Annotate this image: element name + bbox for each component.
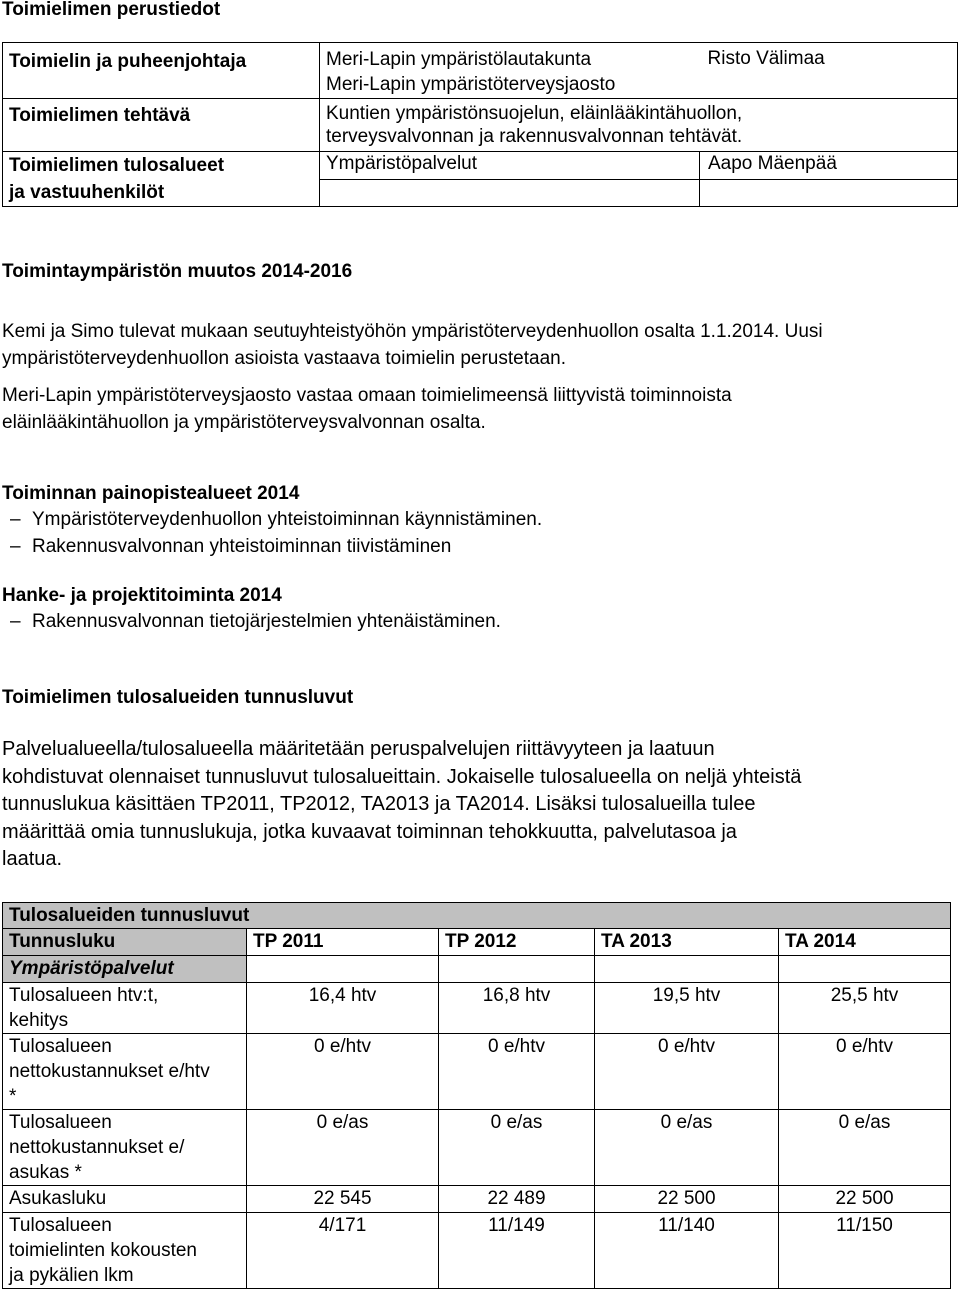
empty-cell xyxy=(320,180,700,207)
kpi-value: 0 e/as xyxy=(247,1110,439,1186)
value-responsible-person: Aapo Mäenpää xyxy=(700,152,958,180)
kpi-value: 0 e/htv xyxy=(247,1034,439,1110)
kpi-table xyxy=(2,902,951,1289)
section-title-kpi: Toimielimen tulosalueiden tunnusluvut xyxy=(2,687,354,708)
kpi-header-cell: Tunnusluku xyxy=(3,929,247,956)
basic-info-table xyxy=(2,42,958,207)
kpi-header-cell: TP 2011 xyxy=(247,929,439,956)
kpi-value: 0 e/as xyxy=(779,1110,951,1186)
kpi-value: 16,8 htv xyxy=(439,983,595,1034)
label-result-areas: Toimielimen tulosalueet ja vastuuhenkilöt xyxy=(3,152,320,207)
section-title-projects: Hanke- ja projektitoiminta 2014 xyxy=(2,585,282,606)
kpi-value: 22 545 xyxy=(247,1186,439,1213)
kpi-header-cell: TA 2014 xyxy=(779,929,951,956)
section-title-environment-change: Toimintaympäristön muutos 2014-2016 xyxy=(2,261,353,282)
kpi-row-label: Tulosalueen nettokustannukset e/ asukas * xyxy=(3,1110,247,1186)
project-item: – Rakennusvalvonnan tietojärjestelmien yhtenäistäminen. xyxy=(10,608,501,635)
kpi-value: 25,5 htv xyxy=(779,983,951,1034)
kpi-group-label: Ympäristöpalvelut xyxy=(3,956,247,983)
empty-cell xyxy=(439,956,595,983)
dash-bullet-icon: – xyxy=(10,536,21,557)
table-row xyxy=(3,1186,951,1213)
table-row xyxy=(3,1034,951,1110)
paragraph-change-2: Meri-Lapin ympäristöterveysjaosto vastaa omaan toimielimeensä liittyvistä toiminnoista eläinlääkintähuollon ja ympäristöterveysvalvonnan osalta. xyxy=(2,385,732,433)
kpi-header-cell: TA 2013 xyxy=(595,929,779,956)
value-task: Kuntien ympäristönsuojelun, eläinlääkintähuollon, terveysvalvonnan ja rakennusvalvonnan tehtävät. xyxy=(320,99,958,152)
kpi-header-cell: TP 2012 xyxy=(439,929,595,956)
section-title-focus-areas: Toiminnan painopistealueet 2014 xyxy=(2,483,300,504)
kpi-row-label: Tulosalueen toimielinten kokousten ja pykälien lkm xyxy=(3,1213,247,1289)
paragraph-change-1: Kemi ja Simo tulevat mukaan seutuyhteistyöhön ympäristöterveydenhuollon osalta 1.1.2014. Uusi ympäristöterveydenhuollon asioista vastaava toimielin perustetaan. xyxy=(2,321,823,369)
kpi-value: 11/150 xyxy=(779,1213,951,1289)
kpi-value: 19,5 htv xyxy=(595,983,779,1034)
kpi-value: 22 500 xyxy=(595,1186,779,1213)
table-row xyxy=(3,1213,951,1289)
kpi-value: 4/171 xyxy=(247,1213,439,1289)
table-row xyxy=(3,983,951,1034)
focus-item: – Ympäristöterveydenhuollon yhteistoiminnan käynnistäminen. xyxy=(10,506,542,533)
kpi-value: 22 500 xyxy=(779,1186,951,1213)
dash-bullet-icon: – xyxy=(10,509,21,530)
empty-cell xyxy=(700,180,958,207)
kpi-value: 16,4 htv xyxy=(247,983,439,1034)
label-body-chair: Toimielin ja puheenjohtaja xyxy=(3,43,320,99)
empty-cell xyxy=(595,956,779,983)
dash-bullet-icon: – xyxy=(10,611,21,632)
kpi-value: 0 e/as xyxy=(595,1110,779,1186)
empty-cell xyxy=(779,956,951,983)
section-title-basic-info: Toimielimen perustiedot xyxy=(2,0,221,20)
kpi-value: 11/140 xyxy=(595,1213,779,1289)
kpi-value: 0 e/htv xyxy=(439,1034,595,1110)
kpi-value: 22 489 xyxy=(439,1186,595,1213)
kpi-value: 0 e/as xyxy=(439,1110,595,1186)
table-row xyxy=(3,1110,951,1186)
kpi-row-label: Tulosalueen htv:t, kehitys xyxy=(3,983,247,1034)
value-chair: Risto Välimaa xyxy=(700,43,958,99)
kpi-value: 11/149 xyxy=(439,1213,595,1289)
value-result-area: Ympäristöpalvelut xyxy=(320,152,700,180)
label-task: Toimielimen tehtävä xyxy=(3,99,320,152)
empty-cell xyxy=(247,956,439,983)
kpi-table-caption: Tulosalueiden tunnusluvut xyxy=(3,903,951,929)
kpi-row-label: Tulosalueen nettokustannukset e/htv * xyxy=(3,1034,247,1110)
kpi-row-label: Asukasluku xyxy=(3,1186,247,1213)
value-body: Meri-Lapin ympäristölautakunta Meri-Lapin ympäristöterveysjaosto xyxy=(320,43,700,99)
paragraph-kpi: Palvelualueella/tulosalueella määritetään peruspalvelujen riittävyyteen ja laatuun kohdistuvat olennaiset tunnusluvut tulosalueittain. Jokaiselle tulosalueella on neljä yhteistä tunnuslukua käsittäen TP2011, TP2012, TA2013 ja TA2014. Lisäksi tulosalueilla tulee määrittää omia tunnuslukuja, jotka kuvaavat toiminnan tehokkuutta, palvelutasoa ja laatua. xyxy=(2,738,802,870)
focus-item: – Rakennusvalvonnan yhteistoiminnan tiivistäminen xyxy=(10,533,451,560)
kpi-value: 0 e/htv xyxy=(779,1034,951,1110)
kpi-value: 0 e/htv xyxy=(595,1034,779,1110)
